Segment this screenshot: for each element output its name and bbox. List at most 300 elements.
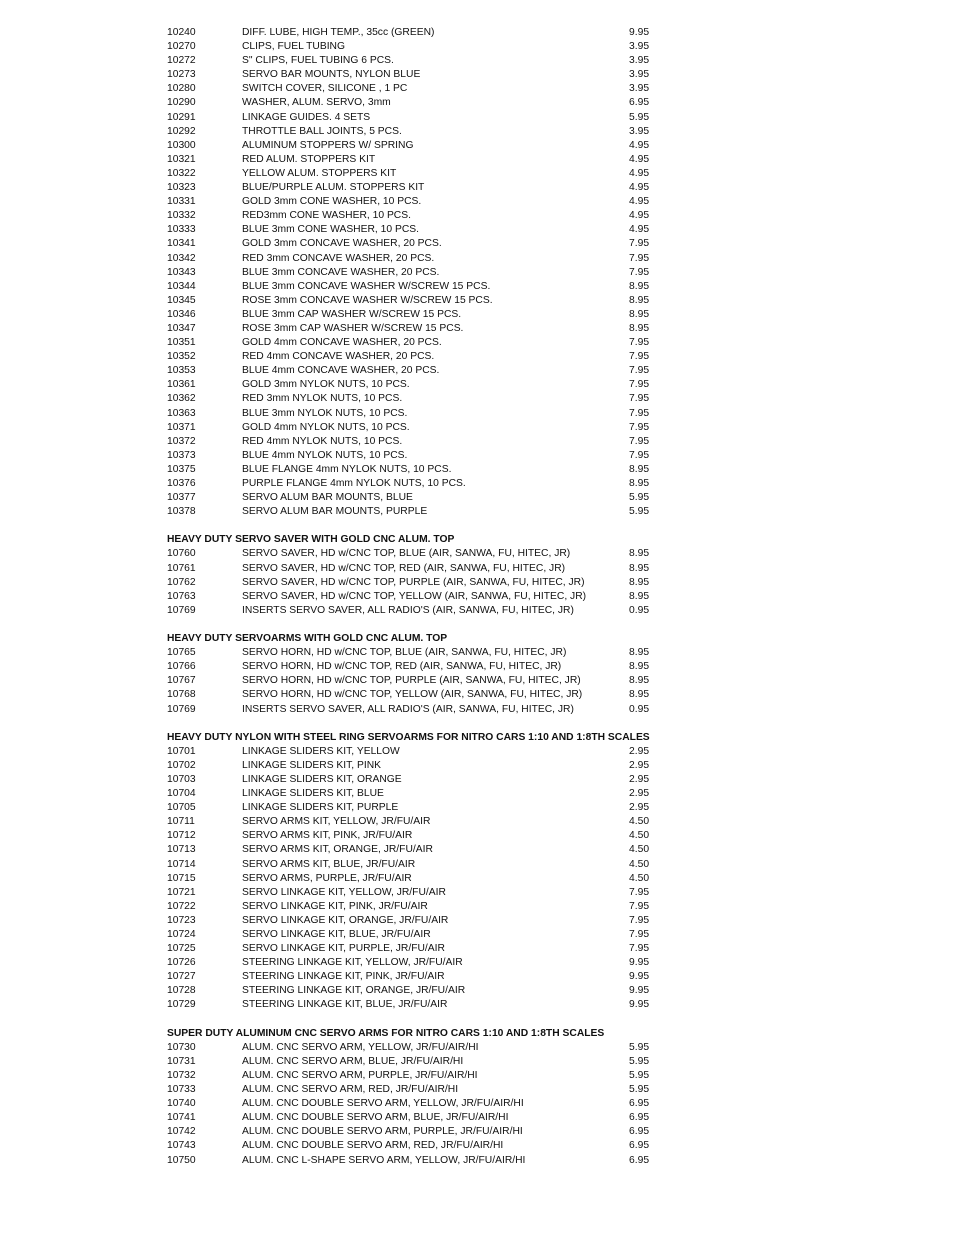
part-number: 10769 bbox=[167, 703, 196, 715]
part-number: 10741 bbox=[167, 1112, 196, 1124]
part-price: 9.95 bbox=[629, 957, 650, 969]
list-item bbox=[167, 787, 667, 801]
part-price: 8.95 bbox=[629, 280, 650, 292]
part-price: 2.95 bbox=[629, 759, 650, 771]
list-item bbox=[167, 463, 667, 477]
list-item bbox=[167, 336, 667, 350]
part-price: 8.95 bbox=[629, 294, 650, 306]
part-number: 10767 bbox=[167, 675, 196, 687]
list-item bbox=[167, 181, 667, 195]
part-number: 10731 bbox=[167, 1055, 196, 1067]
part-description: YELLOW ALUM. STOPPERS KIT bbox=[242, 167, 397, 179]
section-spacer bbox=[167, 618, 667, 632]
part-price: 4.95 bbox=[629, 196, 650, 208]
part-description: DIFF. LUBE, HIGH TEMP., 35cc (GREEN) bbox=[242, 27, 435, 38]
part-price: 3.95 bbox=[629, 83, 650, 95]
part-number: 10371 bbox=[167, 421, 196, 433]
part-number: 10270 bbox=[167, 41, 196, 53]
list-item bbox=[167, 280, 667, 294]
part-description: RED ALUM. STOPPERS KIT bbox=[242, 153, 376, 165]
part-description: GOLD 3mm NYLOK NUTS, 10 PCS. bbox=[242, 379, 410, 391]
part-description: GOLD 4mm NYLOK NUTS, 10 PCS. bbox=[242, 421, 410, 433]
part-price: 7.95 bbox=[629, 449, 650, 461]
part-number: 10351 bbox=[167, 337, 196, 349]
part-price: 3.95 bbox=[629, 125, 650, 137]
list-item bbox=[167, 984, 667, 998]
part-price: 2.95 bbox=[629, 773, 650, 785]
part-number: 10704 bbox=[167, 788, 196, 800]
part-price: 4.95 bbox=[629, 167, 650, 179]
part-price: 7.95 bbox=[629, 393, 650, 405]
part-number: 10765 bbox=[167, 647, 196, 659]
part-number: 10740 bbox=[167, 1098, 196, 1110]
list-item bbox=[167, 350, 667, 364]
part-price: 4.95 bbox=[629, 139, 650, 151]
part-price: 4.50 bbox=[629, 830, 650, 842]
list-item bbox=[167, 378, 667, 392]
part-price: 8.95 bbox=[629, 689, 650, 701]
list-item bbox=[167, 294, 667, 308]
part-price: 4.50 bbox=[629, 858, 650, 870]
part-price: 7.95 bbox=[629, 407, 650, 419]
list-item bbox=[167, 829, 667, 843]
part-description: BLUE 4mm NYLOK NUTS, 10 PCS. bbox=[242, 449, 408, 461]
list-item bbox=[167, 590, 667, 604]
part-price: 8.95 bbox=[629, 548, 650, 560]
list-item bbox=[167, 167, 667, 181]
part-description: SERVO ALUM BAR MOUNTS, BLUE bbox=[242, 492, 413, 504]
part-number: 10762 bbox=[167, 576, 196, 588]
part-price: 5.95 bbox=[629, 1084, 650, 1096]
part-description: SWITCH COVER, SILICONE , 1 PC bbox=[242, 83, 408, 95]
list-item bbox=[167, 1069, 667, 1083]
part-price: 7.95 bbox=[629, 266, 650, 278]
part-price: 9.95 bbox=[629, 985, 650, 997]
part-description: ROSE 3mm CAP WASHER W/SCREW 15 PCS. bbox=[242, 322, 464, 334]
part-description: BLUE 3mm CAP WASHER W/SCREW 15 PCS. bbox=[242, 308, 462, 320]
list-item bbox=[167, 1055, 667, 1069]
list-item bbox=[167, 392, 667, 406]
part-description: SERVO ARMS KIT, ORANGE, JR/FU/AIR bbox=[242, 844, 433, 856]
part-number: 10341 bbox=[167, 238, 196, 250]
part-price: 7.95 bbox=[629, 238, 650, 250]
part-price: 6.95 bbox=[629, 1098, 650, 1110]
list-item bbox=[167, 407, 667, 421]
list-item bbox=[167, 435, 667, 449]
part-number: 10713 bbox=[167, 844, 196, 856]
part-description: SERVO HORN, HD w/CNC TOP, RED (AIR, SANWA, FU, HITEC, JR) bbox=[242, 661, 562, 673]
part-description: SERVO ARMS KIT, BLUE, JR/FU/AIR bbox=[242, 858, 416, 870]
part-number: 10703 bbox=[167, 773, 196, 785]
part-price: 6.95 bbox=[629, 1154, 650, 1166]
list-item bbox=[167, 928, 667, 942]
part-description: STEERING LINKAGE KIT, ORANGE, JR/FU/AIR bbox=[242, 985, 466, 997]
section-spacer bbox=[167, 717, 667, 731]
part-price: 0.95 bbox=[629, 604, 650, 616]
part-price: 9.95 bbox=[629, 27, 650, 38]
part-description: ALUM. CNC SERVO ARM, YELLOW, JR/FU/AIR/HI bbox=[242, 1041, 479, 1053]
part-description: SERVO SAVER, HD w/CNC TOP, RED (AIR, SANWA, FU, HITEC, JR) bbox=[242, 562, 566, 574]
part-price: 7.95 bbox=[629, 365, 650, 377]
part-description: BLUE 3mm CONCAVE WASHER W/SCREW 15 PCS. bbox=[242, 280, 491, 292]
part-number: 10273 bbox=[167, 69, 196, 81]
part-number: 10292 bbox=[167, 125, 196, 137]
part-price: 4.50 bbox=[629, 844, 650, 856]
part-price: 3.95 bbox=[629, 55, 650, 67]
part-price: 5.95 bbox=[629, 111, 650, 123]
part-description: ALUM. CNC SERVO ARM, BLUE, JR/FU/AIR/HI bbox=[242, 1055, 464, 1067]
part-description: LINKAGE SLIDERS KIT, YELLOW bbox=[242, 745, 400, 757]
part-number: 10763 bbox=[167, 590, 196, 602]
list-item bbox=[167, 449, 667, 463]
list-item bbox=[167, 82, 667, 96]
part-description: S" CLIPS, FUEL TUBING 6 PCS. bbox=[242, 55, 394, 67]
part-description: SERVO HORN, HD w/CNC TOP, BLUE (AIR, SANWA, FU, HITEC, JR) bbox=[242, 647, 567, 659]
part-price: 7.95 bbox=[629, 929, 650, 940]
part-number: 10240 bbox=[167, 27, 196, 38]
section-title: SUPER DUTY ALUMINUM CNC SERVO ARMS FOR NITRO CARS 1:10 AND 1:8TH SCALES bbox=[167, 1027, 605, 1039]
part-number: 10726 bbox=[167, 957, 196, 969]
part-description: SERVO SAVER, HD w/CNC TOP, PURPLE (AIR, SANWA, FU, HITEC, JR) bbox=[242, 576, 585, 588]
list-item bbox=[167, 322, 667, 336]
part-description: SERVO SAVER, HD w/CNC TOP, BLUE (AIR, SANWA, FU, HITEC, JR) bbox=[242, 548, 571, 560]
part-description: SERVO ALUM BAR MOUNTS, PURPLE bbox=[242, 506, 428, 518]
list-item bbox=[167, 815, 667, 829]
part-price: 7.95 bbox=[629, 421, 650, 433]
part-number: 10333 bbox=[167, 224, 196, 236]
part-number: 10378 bbox=[167, 506, 196, 518]
part-description: SERVO ARMS, PURPLE, JR/FU/AIR bbox=[242, 872, 412, 884]
list-item bbox=[167, 900, 667, 914]
list-item bbox=[167, 252, 667, 266]
part-number: 10732 bbox=[167, 1069, 196, 1081]
part-price: 7.95 bbox=[629, 886, 650, 898]
list-item bbox=[167, 54, 667, 68]
part-number: 10768 bbox=[167, 689, 196, 701]
list-item bbox=[167, 1139, 667, 1153]
part-description: STEERING LINKAGE KIT, YELLOW, JR/FU/AIR bbox=[242, 957, 463, 969]
part-price: 2.95 bbox=[629, 745, 650, 757]
list-item bbox=[167, 576, 667, 590]
list-item bbox=[167, 914, 667, 928]
part-price: 5.95 bbox=[629, 1055, 650, 1067]
part-number: 10714 bbox=[167, 858, 196, 870]
part-number: 10347 bbox=[167, 322, 196, 334]
part-number: 10742 bbox=[167, 1126, 196, 1138]
part-description: RED 4mm NYLOK NUTS, 10 PCS. bbox=[242, 435, 403, 447]
part-description: LINKAGE GUIDES. 4 SETS bbox=[242, 111, 371, 123]
part-description: CLIPS, FUEL TUBING bbox=[242, 41, 345, 53]
part-number: 10729 bbox=[167, 999, 196, 1011]
list-item bbox=[167, 674, 667, 688]
part-price: 6.95 bbox=[629, 1126, 650, 1138]
part-price: 2.95 bbox=[629, 802, 650, 814]
part-description: SERVO LINKAGE KIT, BLUE, JR/FU/AIR bbox=[242, 929, 431, 940]
part-price: 4.95 bbox=[629, 210, 650, 222]
list-item bbox=[167, 688, 667, 702]
list-item bbox=[167, 40, 667, 54]
part-number: 10761 bbox=[167, 562, 196, 574]
list-item bbox=[167, 1097, 667, 1111]
part-price: 4.50 bbox=[629, 816, 650, 828]
part-price: 7.95 bbox=[629, 351, 650, 363]
part-number: 10363 bbox=[167, 407, 196, 419]
part-number: 10743 bbox=[167, 1140, 196, 1152]
list-item bbox=[167, 1125, 667, 1139]
list-item bbox=[167, 773, 667, 787]
part-description: ALUMINUM STOPPERS W/ SPRING bbox=[242, 139, 414, 151]
part-number: 10701 bbox=[167, 745, 196, 757]
part-number: 10376 bbox=[167, 478, 196, 489]
part-number: 10331 bbox=[167, 196, 196, 208]
part-number: 10702 bbox=[167, 759, 196, 771]
section-spacer bbox=[167, 519, 667, 533]
part-price: 8.95 bbox=[629, 463, 650, 475]
part-price: 7.95 bbox=[629, 379, 650, 391]
part-price: 6.95 bbox=[629, 1140, 650, 1152]
part-description: SERVO ARMS KIT, PINK, JR/FU/AIR bbox=[242, 830, 413, 842]
part-number: 10728 bbox=[167, 985, 196, 997]
part-number: 10362 bbox=[167, 393, 196, 405]
part-description: LINKAGE SLIDERS KIT, ORANGE bbox=[242, 773, 402, 785]
part-number: 10721 bbox=[167, 886, 196, 898]
part-number: 10375 bbox=[167, 463, 196, 475]
part-number: 10290 bbox=[167, 97, 196, 109]
part-number: 10377 bbox=[167, 492, 196, 504]
part-price: 5.95 bbox=[629, 506, 650, 518]
part-number: 10353 bbox=[167, 365, 196, 377]
part-number: 10727 bbox=[167, 971, 196, 983]
part-description: THROTTLE BALL JOINTS, 5 PCS. bbox=[242, 125, 402, 137]
part-price: 5.95 bbox=[629, 492, 650, 504]
list-item bbox=[167, 843, 667, 857]
list-item bbox=[167, 703, 667, 717]
part-price: 3.95 bbox=[629, 69, 650, 81]
part-number: 10346 bbox=[167, 308, 196, 320]
list-item bbox=[167, 745, 667, 759]
part-number: 10361 bbox=[167, 379, 196, 391]
list-item bbox=[167, 970, 667, 984]
part-price: 9.95 bbox=[629, 971, 650, 983]
part-number: 10373 bbox=[167, 449, 196, 461]
list-item bbox=[167, 505, 667, 519]
part-description: STEERING LINKAGE KIT, BLUE, JR/FU/AIR bbox=[242, 999, 448, 1011]
part-price: 8.95 bbox=[629, 661, 650, 673]
list-item bbox=[167, 237, 667, 251]
part-number: 10344 bbox=[167, 280, 196, 292]
section-title: HEAVY DUTY SERVO SAVER WITH GOLD CNC ALUM. TOP bbox=[167, 534, 455, 546]
part-description: RED 3mm NYLOK NUTS, 10 PCS. bbox=[242, 393, 403, 405]
part-price: 3.95 bbox=[629, 41, 650, 53]
part-number: 10323 bbox=[167, 182, 196, 194]
part-description: ROSE 3mm CONCAVE WASHER W/SCREW 15 PCS. bbox=[242, 294, 493, 306]
part-description: SERVO HORN, HD w/CNC TOP, PURPLE (AIR, SANWA, FU, HITEC, JR) bbox=[242, 675, 581, 687]
part-number: 10711 bbox=[167, 816, 195, 828]
part-number: 10769 bbox=[167, 604, 196, 616]
list-item bbox=[167, 1154, 667, 1168]
list-item bbox=[167, 998, 667, 1012]
part-number: 10725 bbox=[167, 943, 196, 955]
list-item bbox=[167, 886, 667, 900]
part-number: 10342 bbox=[167, 252, 196, 264]
list-item bbox=[167, 660, 667, 674]
part-description: PURPLE FLANGE 4mm NYLOK NUTS, 10 PCS. bbox=[242, 478, 466, 489]
part-number: 10723 bbox=[167, 914, 196, 926]
part-description: GOLD 3mm CONE WASHER, 10 PCS. bbox=[242, 196, 422, 208]
part-number: 10730 bbox=[167, 1041, 196, 1053]
part-description: ALUM. CNC DOUBLE SERVO ARM, PURPLE, JR/FU/AIR/HI bbox=[242, 1126, 523, 1138]
list-item bbox=[167, 562, 667, 576]
list-item bbox=[167, 421, 667, 435]
list-item bbox=[167, 308, 667, 322]
part-description: RED 3mm CONCAVE WASHER, 20 PCS. bbox=[242, 252, 435, 264]
part-number: 10712 bbox=[167, 830, 196, 842]
list-item bbox=[167, 266, 667, 280]
part-description: RED 4mm CONCAVE WASHER, 20 PCS. bbox=[242, 351, 435, 363]
part-number: 10300 bbox=[167, 139, 196, 151]
list-item bbox=[167, 872, 667, 886]
list-item bbox=[167, 477, 667, 491]
list-item bbox=[167, 801, 667, 815]
part-number: 10352 bbox=[167, 351, 196, 363]
list-item bbox=[167, 1083, 667, 1097]
part-price: 5.95 bbox=[629, 1041, 650, 1053]
part-number: 10750 bbox=[167, 1154, 196, 1166]
list-item bbox=[167, 547, 667, 561]
part-price: 6.95 bbox=[629, 97, 650, 109]
part-description: ALUM. CNC SERVO ARM, RED, JR/FU/AIR/HI bbox=[242, 1084, 459, 1096]
part-price: 0.95 bbox=[629, 703, 650, 715]
part-number: 10321 bbox=[167, 153, 196, 165]
list-item bbox=[167, 604, 667, 618]
part-price: 4.50 bbox=[629, 872, 650, 884]
part-description: GOLD 4mm CONCAVE WASHER, 20 PCS. bbox=[242, 337, 442, 349]
list-item bbox=[167, 111, 667, 125]
part-description: LINKAGE SLIDERS KIT, BLUE bbox=[242, 788, 384, 800]
part-price: 8.95 bbox=[629, 590, 650, 602]
part-description: INSERTS SERVO SAVER, ALL RADIO'S (AIR, SANWA, FU, HITEC, JR) bbox=[242, 703, 574, 715]
list-item bbox=[167, 125, 667, 139]
list-item bbox=[167, 153, 667, 167]
part-number: 10343 bbox=[167, 266, 196, 278]
list-item bbox=[167, 942, 667, 956]
part-description: INSERTS SERVO SAVER, ALL RADIO'S (AIR, SANWA, FU, HITEC, JR) bbox=[242, 604, 574, 616]
part-description: BLUE 4mm CONCAVE WASHER, 20 PCS. bbox=[242, 365, 440, 377]
part-price: 7.95 bbox=[629, 943, 650, 955]
part-description: LINKAGE SLIDERS KIT, PURPLE bbox=[242, 802, 399, 814]
section-title: HEAVY DUTY NYLON WITH STEEL RING SERVOARMS FOR NITRO CARS 1:10 AND 1:8TH SCALES bbox=[167, 731, 650, 743]
part-price: 7.95 bbox=[629, 252, 650, 264]
part-description: SERVO LINKAGE KIT, PURPLE, JR/FU/AIR bbox=[242, 943, 445, 955]
part-price: 9.95 bbox=[629, 999, 650, 1011]
list-item bbox=[167, 364, 667, 378]
part-number: 10715 bbox=[167, 872, 196, 884]
part-number: 10724 bbox=[167, 929, 196, 940]
part-description: BLUE 3mm CONCAVE WASHER, 20 PCS. bbox=[242, 266, 440, 278]
part-description: SERVO LINKAGE KIT, ORANGE, JR/FU/AIR bbox=[242, 914, 449, 926]
part-description: RED3mm CONE WASHER, 10 PCS. bbox=[242, 210, 411, 222]
part-description: ALUM. CNC L-SHAPE SERVO ARM, YELLOW, JR/FU/AIR/HI bbox=[242, 1154, 526, 1166]
part-price: 4.95 bbox=[629, 224, 650, 236]
part-description: SERVO SAVER, HD w/CNC TOP, YELLOW (AIR, SANWA, FU, HITEC, JR) bbox=[242, 590, 587, 602]
part-price: 8.95 bbox=[629, 308, 650, 320]
list-item bbox=[167, 646, 667, 660]
part-price: 7.95 bbox=[629, 900, 650, 912]
list-item bbox=[167, 491, 667, 505]
part-price: 8.95 bbox=[629, 576, 650, 588]
price-list bbox=[167, 26, 667, 1168]
part-price: 4.95 bbox=[629, 153, 650, 165]
list-item bbox=[167, 858, 667, 872]
part-number: 10705 bbox=[167, 802, 196, 814]
list-item bbox=[167, 223, 667, 237]
list-item bbox=[167, 209, 667, 223]
part-description: ALUM. CNC DOUBLE SERVO ARM, RED, JR/FU/AIR/HI bbox=[242, 1140, 504, 1152]
part-price: 4.95 bbox=[629, 182, 650, 194]
part-description: ALUM. CNC SERVO ARM, PURPLE, JR/FU/AIR/HI bbox=[242, 1069, 478, 1081]
part-description: WASHER, ALUM. SERVO, 3mm bbox=[242, 97, 391, 109]
section-spacer bbox=[167, 1013, 667, 1027]
part-description: STEERING LINKAGE KIT, PINK, JR/FU/AIR bbox=[242, 971, 445, 983]
list-item bbox=[167, 96, 667, 110]
part-price: 7.95 bbox=[629, 914, 650, 926]
part-number: 10280 bbox=[167, 83, 196, 95]
part-price: 8.95 bbox=[629, 322, 650, 334]
part-number: 10766 bbox=[167, 661, 196, 673]
part-price: 8.95 bbox=[629, 647, 650, 659]
list-item bbox=[167, 1041, 667, 1055]
section-title: HEAVY DUTY SERVOARMS WITH GOLD CNC ALUM. TOP bbox=[167, 633, 448, 645]
part-description: SERVO HORN, HD w/CNC TOP, YELLOW (AIR, SANWA, FU, HITEC, JR) bbox=[242, 689, 583, 701]
part-price: 7.95 bbox=[629, 337, 650, 349]
part-price: 8.95 bbox=[629, 478, 650, 489]
part-number: 10722 bbox=[167, 900, 196, 912]
list-item bbox=[167, 759, 667, 773]
list-item bbox=[167, 195, 667, 209]
part-description: LINKAGE SLIDERS KIT, PINK bbox=[242, 759, 382, 771]
part-number: 10272 bbox=[167, 55, 196, 67]
part-description: ALUM. CNC DOUBLE SERVO ARM, YELLOW, JR/FU/AIR/HI bbox=[242, 1098, 524, 1110]
part-price: 7.95 bbox=[629, 435, 650, 447]
list-item bbox=[167, 1111, 667, 1125]
part-number: 10733 bbox=[167, 1084, 196, 1096]
part-description: ALUM. CNC DOUBLE SERVO ARM, BLUE, JR/FU/AIR/HI bbox=[242, 1112, 509, 1124]
part-number: 10332 bbox=[167, 210, 196, 222]
part-number: 10372 bbox=[167, 435, 196, 447]
part-number: 10760 bbox=[167, 548, 196, 560]
list-item bbox=[167, 956, 667, 970]
part-description: SERVO ARMS KIT, YELLOW, JR/FU/AIR bbox=[242, 816, 431, 828]
part-price: 8.95 bbox=[629, 562, 650, 574]
part-description: GOLD 3mm CONCAVE WASHER, 20 PCS. bbox=[242, 238, 442, 250]
part-price: 2.95 bbox=[629, 788, 650, 800]
list-item bbox=[167, 26, 667, 40]
part-number: 10291 bbox=[167, 111, 196, 123]
list-item bbox=[167, 68, 667, 82]
part-description: SERVO LINKAGE KIT, PINK, JR/FU/AIR bbox=[242, 900, 428, 912]
part-price: 5.95 bbox=[629, 1069, 650, 1081]
part-description: BLUE FLANGE 4mm NYLOK NUTS, 10 PCS. bbox=[242, 463, 452, 475]
part-description: SERVO BAR MOUNTS, NYLON BLUE bbox=[242, 69, 421, 81]
part-price: 8.95 bbox=[629, 675, 650, 687]
list-item bbox=[167, 139, 667, 153]
part-price: 6.95 bbox=[629, 1112, 650, 1124]
part-description: BLUE/PURPLE ALUM. STOPPERS KIT bbox=[242, 182, 425, 194]
part-number: 10322 bbox=[167, 167, 196, 179]
part-number: 10345 bbox=[167, 294, 196, 306]
part-description: SERVO LINKAGE KIT, YELLOW, JR/FU/AIR bbox=[242, 886, 446, 898]
part-description: BLUE 3mm NYLOK NUTS, 10 PCS. bbox=[242, 407, 408, 419]
